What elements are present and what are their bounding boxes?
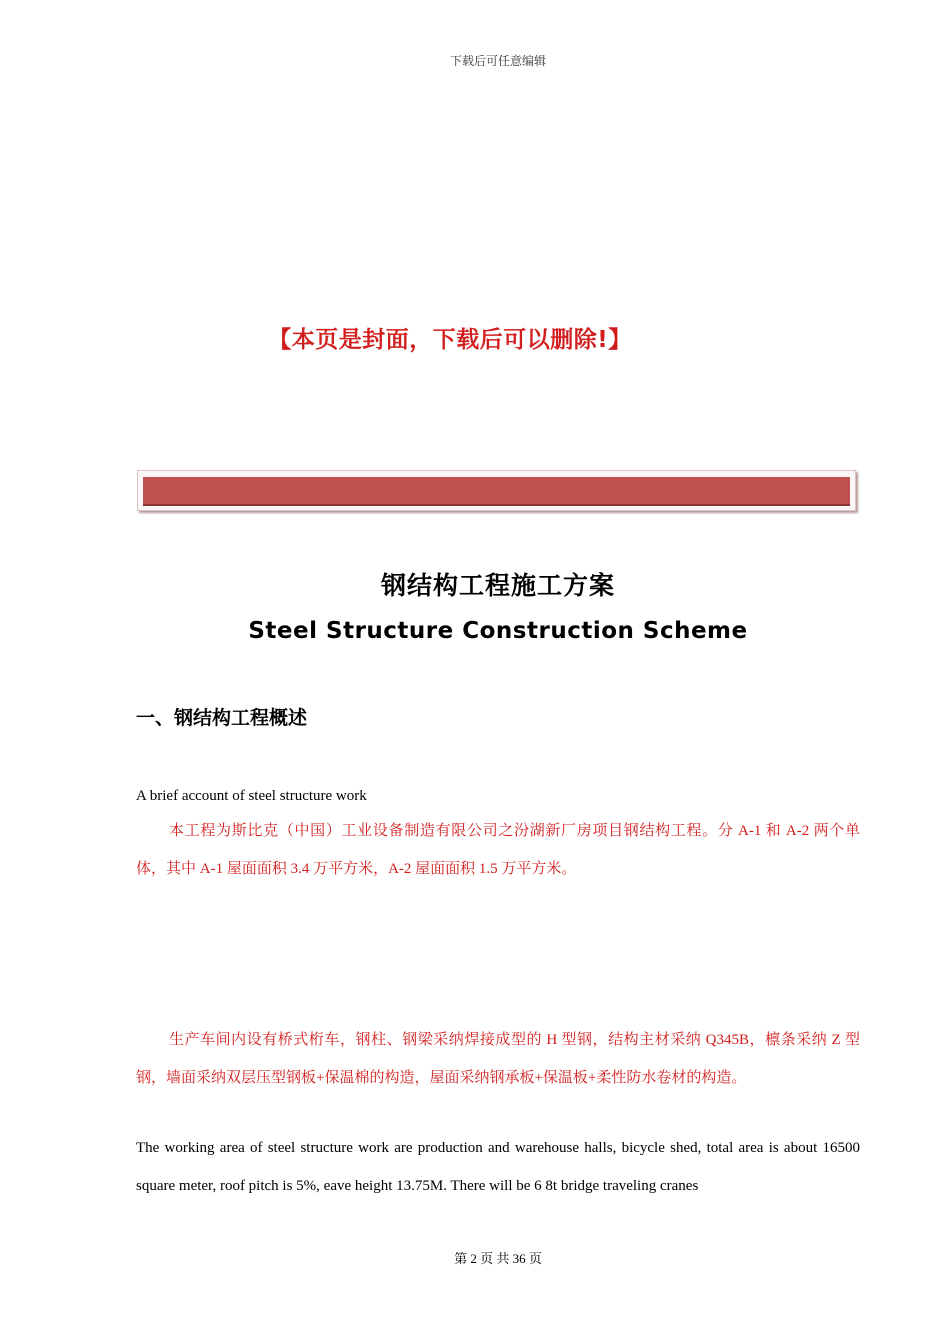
- document-title-english: Steel Structure Construction Scheme: [248, 618, 748, 644]
- section-heading: 一、钢结构工程概述: [136, 707, 308, 729]
- paragraph-structure-details: 生产车间内设有桥式桁车，钢柱、钢梁采纳焊接成型的 H 型钢，结构主材采纳 Q345B，檩条采纳 Z 型钢，墙面采纳双层压型钢板+保温棉的构造，屋面采纳钢承板+保温板+柔性防水卷材的构造。: [136, 1032, 860, 1086]
- decorative-banner: [137, 470, 856, 511]
- section-subtitle-english: A brief account of steel structure work: [136, 788, 367, 804]
- decorative-banner-bar: [143, 477, 850, 506]
- document-title-chinese: 钢结构工程施工方案: [380, 571, 615, 600]
- header-note: 下载后可任意编辑: [449, 54, 546, 68]
- paragraph-english-description: The working area of steel structure work are production and warehouse halls, bicycle shed, total area is about 16500 square meter, roof pitch is 5%, eave height 13.75M. There will be 6 8t bridge traveling cranes: [136, 1140, 860, 1194]
- page-number-footer: 第 2 页 共 36 页: [454, 1251, 542, 1266]
- paragraph-project-overview: 本工程为斯比克（中国）工业设备制造有限公司之汾湖新厂房项目钢结构工程。分 A-1 和 A-2 两个单体，其中 A-1 屋面面积 3.4 万平方米，A-2 屋面面积 1.5 万平方米。: [136, 823, 860, 877]
- cover-delete-notice: 【本页是封面，下载后可以删除!】: [268, 327, 632, 353]
